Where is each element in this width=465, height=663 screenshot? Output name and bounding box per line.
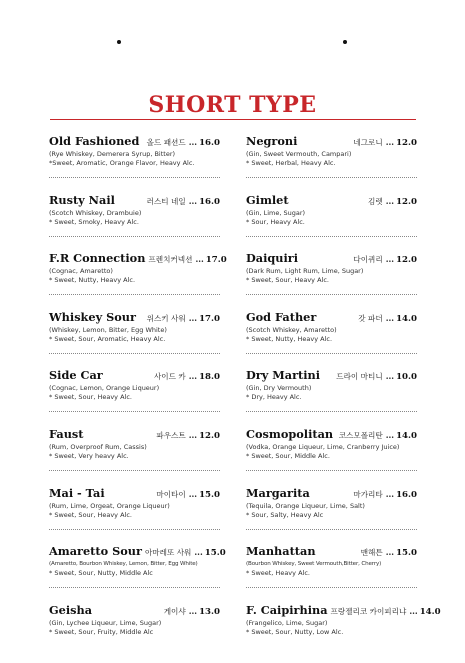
cocktail-taste-notes: * Sweet, Nutty, Heavy Alc. <box>49 276 136 285</box>
cocktail-ingredients: (Gin, Sweet Vermouth, Campari) <box>246 150 352 158</box>
cocktail-ingredients: (Amaretto, Bourbon Whiskey, Lemon, Bitter, Egg White) <box>49 561 198 568</box>
price-leader: ... <box>385 195 395 206</box>
cocktail-name: Whiskey Sour <box>49 309 136 324</box>
cocktail-ingredients: (Scotch Whiskey, Drambuie) <box>49 208 142 217</box>
item-divider <box>246 177 417 178</box>
menu-item <box>246 310 417 369</box>
cocktail-taste-notes: * Dry, Heavy Alc. <box>246 393 302 402</box>
cocktail-name: Daiquiri <box>246 251 299 266</box>
item-divider <box>49 411 220 412</box>
cocktail-price: 16.0 <box>199 196 220 207</box>
cocktail-taste-notes: * Sweet, Sour, Nutty, Low Alc. <box>246 627 344 636</box>
cocktail-korean-name: 맨해튼 <box>360 548 383 558</box>
cocktail-ingredients: (Tequila, Orange Liqueur, Lime, Salt) <box>246 501 365 510</box>
cocktail-korean-name: 올드 패션드 <box>146 138 186 147</box>
cocktail-korean-name: 위스키 사워 <box>146 313 186 323</box>
price-leader: ... <box>385 312 395 323</box>
cocktail-price: 14.0 <box>396 430 417 441</box>
cocktail-taste-notes: * Sweet, Sour, Heavy Alc. <box>49 510 132 519</box>
price-leader: ... <box>385 429 395 440</box>
price-leader: ... <box>188 429 198 440</box>
item-divider <box>49 353 220 354</box>
cocktail-korean-name: 마가리타 <box>353 489 383 499</box>
menu-item <box>49 310 220 369</box>
cocktail-name: Margarita <box>246 485 310 500</box>
item-divider <box>49 236 220 237</box>
item-divider <box>49 470 220 471</box>
item-divider <box>49 294 220 295</box>
cocktail-price: 15.0 <box>396 548 417 559</box>
menu-item <box>246 134 417 193</box>
right-column <box>246 134 441 661</box>
cocktail-price: 13.0 <box>199 606 220 617</box>
menu-item <box>246 602 441 662</box>
price-leader: ... <box>385 547 395 558</box>
cocktail-name: F.R Connection <box>49 251 146 266</box>
cocktail-price: 12.0 <box>396 196 417 207</box>
cocktail-korean-name: 아마레또 사워 <box>144 548 192 558</box>
cocktail-korean-name: 게이샤 <box>163 606 186 616</box>
menu-item <box>49 544 226 603</box>
cocktail-price: 16.0 <box>199 138 220 148</box>
cocktail-name: Old Fashioned <box>49 134 140 148</box>
menu-item <box>246 193 417 252</box>
cocktail-price: 15.0 <box>199 489 220 500</box>
price-leader: ... <box>385 254 395 265</box>
item-divider <box>49 177 220 178</box>
cocktail-korean-name: 다이퀴리 <box>353 255 383 265</box>
item-divider <box>49 587 220 588</box>
cocktail-ingredients: (Rye Whiskey, Demerera Syrup, Bitter) <box>49 150 176 158</box>
cocktail-name: F. Caipirhina <box>246 602 328 617</box>
cocktail-price: 10.0 <box>396 372 417 383</box>
cocktail-ingredients: (Frangelico, Lime, Sugar) <box>246 618 328 627</box>
price-leader: ... <box>188 137 198 147</box>
item-divider <box>246 470 417 471</box>
menu-item <box>49 193 220 252</box>
menu-title: SHORT TYPE <box>148 92 317 118</box>
cocktail-ingredients: (Vodka, Orange Liqueur, Lime, Cranberry Juice) <box>246 442 400 451</box>
item-divider <box>246 236 417 237</box>
menu-item <box>49 368 220 427</box>
item-divider <box>246 529 417 530</box>
cocktail-korean-name: 사이드 카 <box>153 372 186 382</box>
price-leader: ... <box>188 312 198 323</box>
cocktail-ingredients: (Gin, Lime, Sugar) <box>246 208 306 217</box>
cocktail-ingredients: (Dark Rum, Light Rum, Lime, Sugar) <box>246 267 364 276</box>
cocktail-korean-name: 김렛 <box>368 196 383 206</box>
cocktail-korean-name: 프렌치커넥션 <box>148 255 193 265</box>
cocktail-taste-notes: * Sweet, Sour, Heavy Alc. <box>246 276 329 285</box>
cocktail-taste-notes: * Sweet, Smoky, Heavy Alc. <box>49 217 139 226</box>
item-divider <box>246 294 417 295</box>
menu-item <box>246 427 417 486</box>
price-leader: ... <box>188 605 198 616</box>
cocktail-price: 18.0 <box>199 372 220 383</box>
cocktail-taste-notes: * Sweet, Nutty, Heavy Alc. <box>246 334 333 343</box>
cocktail-price: 12.0 <box>396 138 417 148</box>
cocktail-taste-notes: * Sweet, Very heavy Alc. <box>49 451 129 460</box>
price-leader: ... <box>188 195 198 206</box>
cocktail-ingredients: (Scotch Whiskey, Amaretto) <box>246 325 337 334</box>
left-column <box>49 134 227 661</box>
menu-item <box>49 427 220 486</box>
cocktail-name: Rusty Nail <box>49 192 115 207</box>
cocktail-korean-name: 파우스트 <box>156 430 186 440</box>
cocktail-price: 17.0 <box>205 255 227 266</box>
cocktail-price: 16.0 <box>396 489 417 500</box>
cocktail-name: God Father <box>246 309 317 324</box>
cocktail-taste-notes: * Sweet, Sour, Heavy Alc. <box>49 393 132 402</box>
cocktail-taste-notes: * Sweet, Herbal, Heavy Alc. <box>246 159 336 167</box>
title-rule <box>50 119 416 120</box>
cocktail-name: Faust <box>49 426 84 441</box>
cocktail-name: Mai - Tai <box>49 485 105 500</box>
price-leader: ... <box>188 371 198 382</box>
decorative-dot-right <box>343 40 347 44</box>
cocktail-taste-notes: *Sweet, Aromatic, Orange Flavor, Heavy Alc. <box>49 159 195 167</box>
item-divider <box>246 587 417 588</box>
price-leader: ... <box>188 488 198 499</box>
price-leader: ... <box>409 605 418 616</box>
cocktail-taste-notes: * Sweet, Sour, Middle Alc. <box>246 451 330 460</box>
cocktail-price: 17.0 <box>199 313 220 324</box>
cocktail-name: Dry Martini <box>246 368 321 383</box>
cocktail-ingredients: (Gin, Dry Vermouth) <box>246 384 312 393</box>
cocktail-price: 12.0 <box>396 255 417 266</box>
menu-item <box>49 251 227 310</box>
cocktail-name: Manhattan <box>246 544 316 559</box>
menu-item <box>246 486 417 545</box>
cocktail-ingredients: (Cognac, Lemon, Orange Liqueur) <box>49 384 160 393</box>
cocktail-ingredients: (Gin, Lychee Liqueur, Lime, Sugar) <box>49 618 162 627</box>
cocktail-ingredients: (Whiskey, Lemon, Bitter, Egg White) <box>49 325 167 334</box>
cocktail-name: Geisha <box>49 602 93 617</box>
cocktail-korean-name: 드라이 마티니 <box>336 372 383 382</box>
cocktail-taste-notes: * Sweet, Sour, Aromatic, Heavy Alc. <box>49 334 166 343</box>
cocktail-korean-name: 프랑젤리코 카이피리냐 <box>330 606 407 616</box>
cocktail-ingredients: (Bourbon Whiskey, Sweet Vermouth,Bitter, Cherry) <box>246 561 382 568</box>
cocktail-korean-name: 네그로니 <box>353 138 383 147</box>
cocktail-korean-name: 마이타이 <box>156 489 186 499</box>
menu-item <box>246 368 417 427</box>
item-divider <box>49 529 220 530</box>
cocktail-taste-notes: * Sweet, Sour, Fruity, Middle Alc <box>49 627 154 636</box>
cocktail-ingredients: (Rum, Lime, Orgeat, Orange Liqueur) <box>49 501 170 510</box>
cocktail-taste-notes: * Sweet, Heavy Alc. <box>246 569 310 578</box>
cocktail-price: 14.0 <box>396 313 417 324</box>
cocktail-price: 15.0 <box>204 548 226 559</box>
item-divider <box>246 353 417 354</box>
price-leader: ... <box>385 371 395 382</box>
menu-item <box>49 603 220 662</box>
price-leader: ... <box>194 547 203 558</box>
cocktail-taste-notes: * Sweet, Sour, Nutty, Middle Alc <box>49 569 153 578</box>
menu-item <box>246 544 417 603</box>
menu-item <box>49 486 220 545</box>
price-leader: ... <box>385 488 395 499</box>
item-divider <box>246 411 417 412</box>
cocktail-korean-name: 코스모폴리탄 <box>338 430 383 440</box>
cocktail-korean-name: 갓 파더 <box>358 313 383 323</box>
cocktail-taste-notes: * Sour, Salty, Heavy Alc <box>246 510 324 519</box>
price-leader: ... <box>195 254 204 265</box>
cocktail-name: Cosmopolitan <box>246 426 334 441</box>
menu-item <box>49 134 220 193</box>
cocktail-price: 12.0 <box>199 430 220 441</box>
cocktail-name: Gimlet <box>246 192 289 207</box>
cocktail-name: Negroni <box>246 134 298 148</box>
cocktail-name: Amaretto Sour <box>49 544 142 559</box>
cocktail-ingredients: (Cognac, Amaretto) <box>49 267 113 276</box>
cocktail-taste-notes: * Sour, Heavy Alc. <box>246 217 305 226</box>
menu-item <box>246 251 417 310</box>
cocktail-name: Side Car <box>49 368 103 383</box>
decorative-dot-left <box>117 40 121 44</box>
cocktail-ingredients: (Rum, Overproof Rum, Cassis) <box>49 442 147 451</box>
price-leader: ... <box>385 137 395 147</box>
cocktail-korean-name: 러스티 네일 <box>146 196 186 206</box>
cocktail-price: 14.0 <box>419 606 441 617</box>
